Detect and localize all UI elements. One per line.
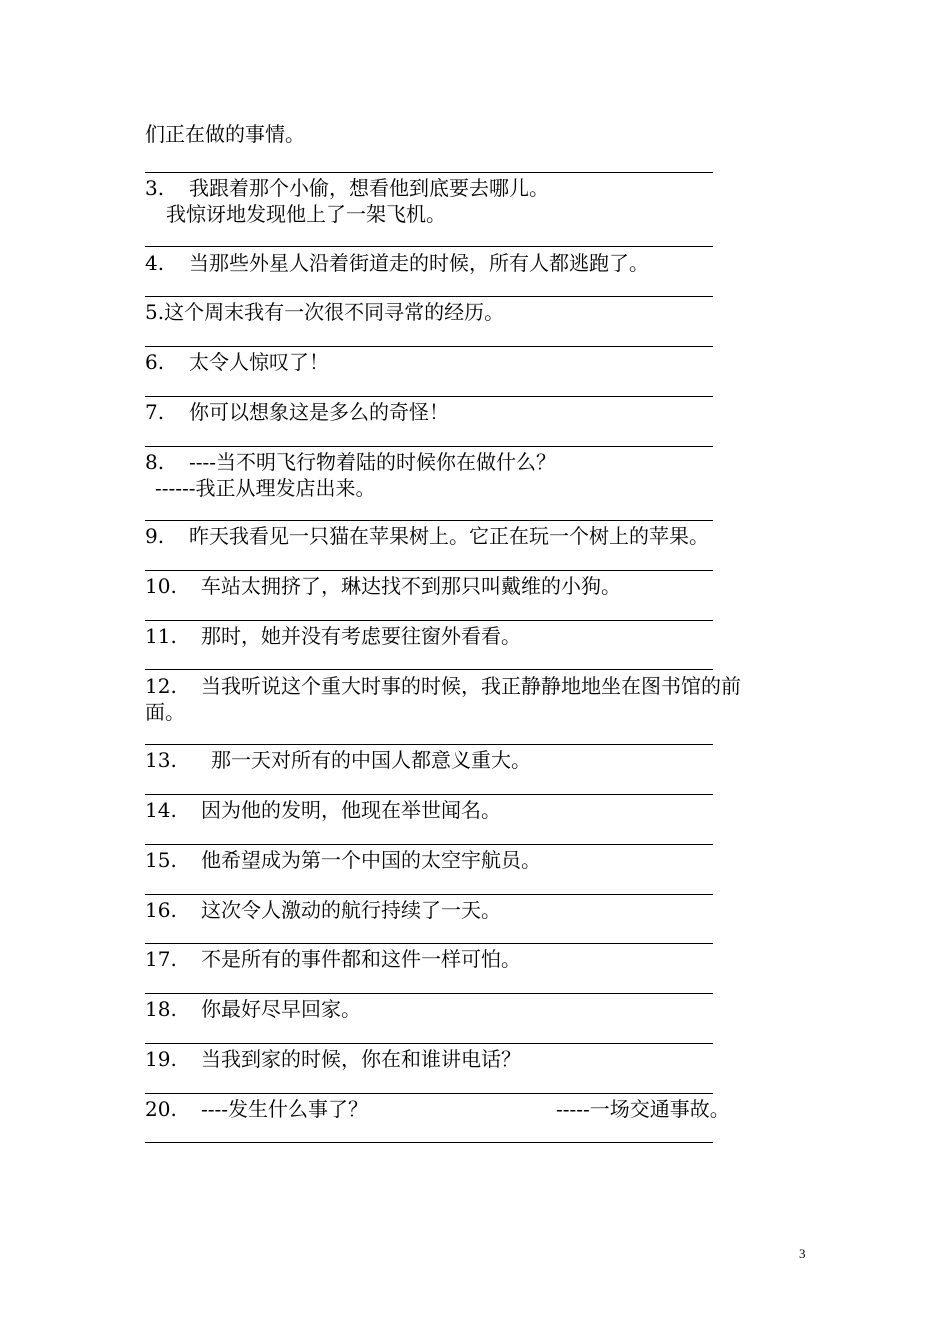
item-20 xyxy=(145,1097,368,1121)
answer-line xyxy=(145,520,713,521)
item-text: 你最好尽早回家。 xyxy=(201,997,361,1021)
item-text: 不是所有的事件都和这件一样可怕。 xyxy=(201,947,521,971)
item-text: ----当不明飞行物着陆的时候你在做什么？ xyxy=(189,450,557,474)
item-text: 车站太拥挤了，琳达找不到那只叫戴维的小狗。 xyxy=(201,574,621,598)
item-number: 7. xyxy=(145,400,165,424)
answer-line xyxy=(145,570,713,571)
item-15 xyxy=(145,848,541,872)
answer-line xyxy=(145,1093,713,1094)
answer-line xyxy=(145,794,713,795)
answer-line xyxy=(145,943,713,944)
item-11 xyxy=(145,624,521,648)
item-3-continuation: 我惊讶地发现他上了一架飞机。 xyxy=(166,202,446,226)
item-19 xyxy=(145,1047,521,1071)
item-number: 3. xyxy=(145,176,165,200)
answer-line xyxy=(145,844,713,845)
item-number: 17. xyxy=(145,947,177,971)
item-17 xyxy=(145,947,521,971)
item-16 xyxy=(145,898,501,922)
answer-line xyxy=(145,894,713,895)
item-text: 那一天对所有的中国人都意义重大。 xyxy=(211,748,531,772)
item-text: 当我到家的时候，你在和谁讲电话？ xyxy=(201,1047,521,1071)
item-6 xyxy=(145,350,329,374)
item-13 xyxy=(145,748,531,772)
answer-line xyxy=(145,993,713,994)
item-20-answer: -----一场交通事故。 xyxy=(556,1097,730,1121)
item-7 xyxy=(145,400,449,424)
item-number: 18. xyxy=(145,997,177,1021)
item-text: 他希望成为第一个中国的太空宇航员。 xyxy=(201,848,541,872)
item-8-continuation: ------我正从理发店出来。 xyxy=(155,476,376,500)
item-number: 13. xyxy=(145,748,177,772)
item-10 xyxy=(145,574,621,598)
item-text: 昨天我看见一只猫在苹果树上。它正在玩一个树上的苹果。 xyxy=(189,524,709,548)
answer-line xyxy=(145,246,713,247)
answer-line xyxy=(145,172,713,173)
item-5 xyxy=(145,300,504,324)
item-text: 太令人惊叹了！ xyxy=(189,350,329,374)
answer-line xyxy=(145,446,713,447)
item-18 xyxy=(145,997,361,1021)
answer-line xyxy=(145,346,713,347)
item-number: 6. xyxy=(145,350,165,374)
item-text: ----发生什么事了？ xyxy=(201,1097,369,1121)
answer-line xyxy=(145,744,713,745)
item-text: 当我听说这个重大时事的时候，我正静静地地坐在图书馆的前 xyxy=(201,674,741,698)
item-text: 你可以想象这是多么的奇怪！ xyxy=(189,400,449,424)
answer-line xyxy=(145,620,713,621)
item-number: 10. xyxy=(145,574,177,598)
answer-line xyxy=(145,296,713,297)
item-8 xyxy=(145,450,556,474)
item-text: 这次令人激动的航行持续了一天。 xyxy=(201,898,501,922)
item-4 xyxy=(145,251,649,275)
answer-line xyxy=(145,1043,713,1044)
page-number: 3 xyxy=(799,1246,806,1261)
item-number: 5. xyxy=(145,300,165,324)
item-number: 8. xyxy=(145,450,165,474)
item-text: 当那些外星人沿着街道走的时候，所有人都逃跑了。 xyxy=(189,251,649,275)
answer-line xyxy=(145,396,713,397)
item-number: 15. xyxy=(145,848,177,872)
intro-line: 们正在做的事情。 xyxy=(145,122,305,146)
answer-line xyxy=(145,1142,713,1143)
item-text: 因为他的发明，他现在举世闻名。 xyxy=(201,798,501,822)
item-number: 4. xyxy=(145,251,165,275)
item-text: 我跟着那个小偷，想看他到底要去哪儿。 xyxy=(189,176,549,200)
item-number: 20. xyxy=(145,1097,177,1121)
item-text: 这个周末我有一次很不同寻常的经历。 xyxy=(164,300,505,324)
item-number: 9. xyxy=(145,524,165,548)
item-12-continuation: 面。 xyxy=(145,700,185,724)
item-3 xyxy=(145,176,549,200)
item-number: 19. xyxy=(145,1047,177,1071)
item-14 xyxy=(145,798,501,822)
answer-line xyxy=(145,669,713,670)
item-12 xyxy=(145,674,741,698)
item-number: 11. xyxy=(145,624,177,648)
item-text: 那时，她并没有考虑要往窗外看看。 xyxy=(201,624,521,648)
item-number: 12. xyxy=(145,674,177,698)
item-number: 14. xyxy=(145,798,177,822)
item-9 xyxy=(145,524,709,548)
item-number: 16. xyxy=(145,898,177,922)
